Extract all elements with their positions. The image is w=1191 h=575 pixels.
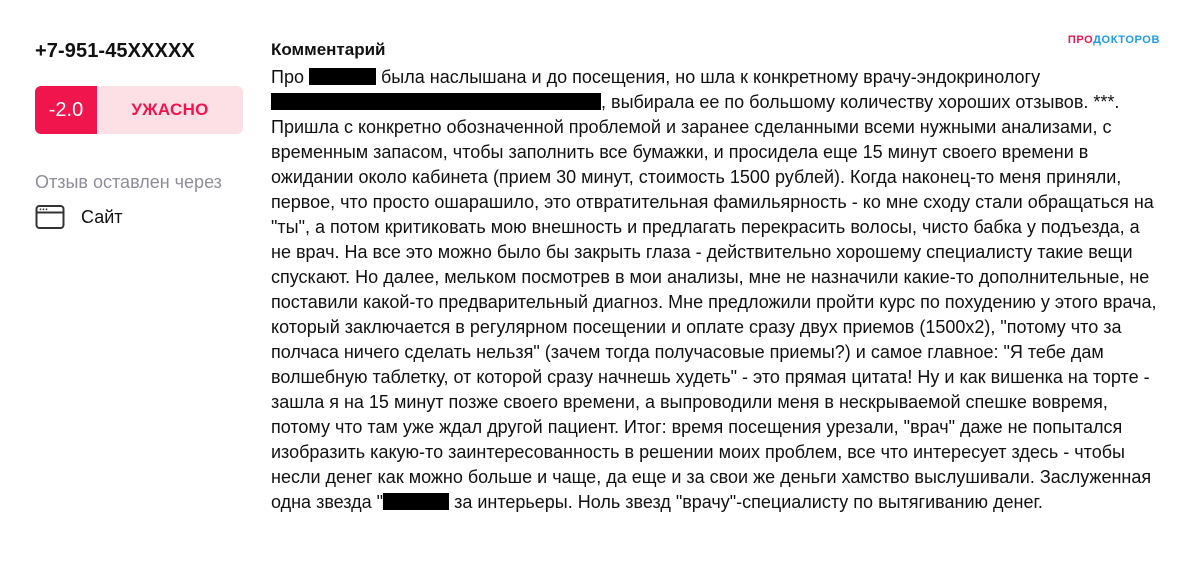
prodoctorov-logo[interactable] — [1068, 34, 1160, 46]
redacted-block — [383, 493, 449, 510]
comment-title: Комментарий — [271, 40, 386, 59]
review-source — [35, 204, 245, 230]
comment-text-part: , выбирала ее по большому количеству хороших отзывов. ***. Пришла с конкретно обозначенной проблемой и заранее сделанными всеми нужными анализами, с временным запасом, чтобы заполнить все бумажки, и просидела еще 15 минут своего времени в ожидании около кабинета (прием 30 минут, стоимость 1500 рублей). Когда наконец-то меня приняли, первое, что просто ошарашило, это отвратительная фамильярность - ко мне сходу стали обращаться на "ты", а потом критиковать мою внешность и предлагать перекрасить волосы, чисто бабка у подъезда, а не врач. На все это можно было бы закрыть глаза - действительно хорошему специалисту такие вещи спускают. Но далее, мельком посмотрев в мои анализы, мне не назначили какие-то дополнительные, не поставили какой-то предварительный диагноз. Мне предложили пройти курс по похудению у этого врача, который заключается в регулярном посещении и оплате сразу двух приемов (1500х2), "потому что за полчаса ничего сделать нельзя" (зачем тогда получасовые приемы?) и самое главное: "Я тебе дам волшебную таблетку, от которой сразу начнешь худеть" - это прямая цитата! Ну и как вишенка на торте - зашла я на 15 минут позже своего времени, а выпроводили меня в нескрываемой спешке вовремя, потому что там уже ждал другой пациент. Итог: время посещения урезали, "врач" даже не попытался изобразить какую-то заинтересованность в решении моих проблем, все что интересует здесь - чтобы несли денег как можно больше и чаще, да еще и за свои же деньги хамство выслушивали. Заслуженная одна звезда " — [271, 92, 1157, 512]
source-caption: Отзыв оставлен через — [35, 172, 222, 192]
rating-score: -2.0 — [35, 86, 97, 134]
reviewer-phone: +7-951-45XXXXX — [35, 40, 195, 62]
source-name: Сайт — [81, 206, 123, 227]
redacted-block — [271, 93, 601, 110]
comment-text-part: Про — [271, 67, 304, 87]
comment-text — [271, 65, 1161, 515]
comment-text-part: была наслышана и до посещения, но шла к конкретному врачу-эндокринологу — [381, 67, 1041, 87]
logo-part-pro: ПРО — [1067, 34, 1094, 46]
browser-window-icon — [35, 204, 65, 230]
logo-part-doctorov: ДОКТОРОВ — [1093, 34, 1160, 46]
comment-section — [271, 40, 1161, 515]
rating-badge — [35, 86, 243, 134]
comment-text-part: за интерьеры. Ноль звезд "врачу"-специалисту по вытягиванию денег. — [454, 492, 1043, 512]
redacted-block — [309, 68, 376, 85]
rating-label: УЖАСНО — [97, 86, 243, 134]
reviewer-panel — [35, 38, 245, 230]
